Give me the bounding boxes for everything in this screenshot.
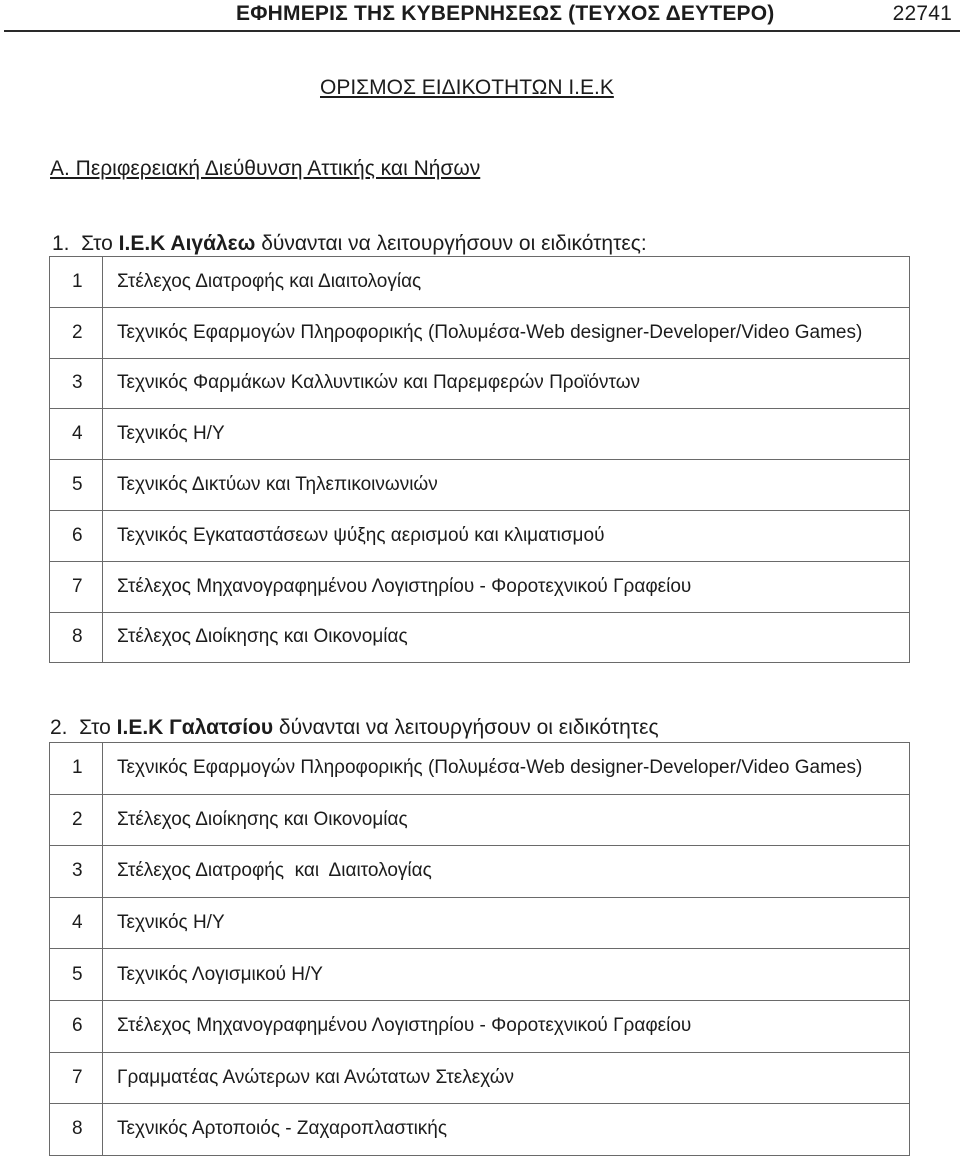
- row-number: 3: [50, 358, 103, 409]
- section-heading-aigaleo: [52, 232, 647, 256]
- row-number: 1: [50, 257, 103, 308]
- row-number: 2: [50, 794, 103, 846]
- table-row: [50, 1000, 910, 1052]
- specialty-name: Στέλεχος Μηχανογραφημένου Λογιστηρίου - Φοροτεχνικού Γραφείου: [103, 1000, 910, 1052]
- row-number: 3: [50, 846, 103, 898]
- specialty-name: Τεχνικός Η/Υ: [103, 409, 910, 460]
- row-number: 4: [50, 409, 103, 460]
- table-row: [50, 794, 910, 846]
- table-row: [50, 1052, 910, 1104]
- section-heading-iek-name: Ι.Ε.Κ Γαλατσίου: [116, 716, 274, 739]
- table-row: [50, 409, 910, 460]
- row-number: 7: [50, 561, 103, 612]
- specialty-name: Στέλεχος Διοίκησης και Οικονομίας: [103, 612, 910, 663]
- section-heading-prefix: 2. Στο: [50, 716, 117, 739]
- table-row: [50, 561, 910, 612]
- table-row: [50, 257, 910, 308]
- specialty-name: Τεχνικός Λογισμικού Η/Υ: [103, 949, 910, 1001]
- row-number: 2: [50, 307, 103, 358]
- specialty-name: Γραμματέας Ανώτερων και Ανώτατων Στελεχών: [103, 1052, 910, 1104]
- row-number: 4: [50, 897, 103, 949]
- page-number: 22741: [892, 2, 952, 25]
- specialty-name: Στέλεχος Μηχανογραφημένου Λογιστηρίου - Φοροτεχνικού Γραφείου: [103, 561, 910, 612]
- row-number: 5: [50, 460, 103, 511]
- document-title: ΟΡΙΣΜΟΣ ΕΙΔΙΚΟΤΗΤΩΝ Ι.Ε.Κ: [320, 76, 614, 99]
- specialty-name: Στέλεχος Διοίκησης και Οικονομίας: [103, 794, 910, 846]
- section-heading-suffix: δύνανται να λειτουργήσουν οι ειδικότητες: [273, 716, 659, 739]
- table-row: [50, 897, 910, 949]
- row-number: 8: [50, 1104, 103, 1156]
- specialty-name: Τεχνικός Αρτοποιός - Ζαχαροπλαστικής: [103, 1104, 910, 1156]
- section-heading-suffix: δύνανται να λειτουργήσουν οι ειδικότητες:: [255, 232, 647, 255]
- region-heading: Α. Περιφερειακή Διεύθυνση Αττικής και Νήσων: [50, 157, 481, 180]
- specialty-name: Τεχνικός Εφαρμογών Πληροφορικής (Πολυμέσα-Web designer-Developer/Video Games): [103, 743, 910, 795]
- table-row: [50, 510, 910, 561]
- section-heading-iek-name: Ι.Ε.Κ Αιγάλεω: [118, 232, 256, 255]
- row-number: 6: [50, 510, 103, 561]
- specialties-table-aigaleo: [49, 256, 910, 663]
- table-row: [50, 358, 910, 409]
- specialty-name: Τεχνικός Εγκαταστάσεων ψύξης αερισμού και κλιματισμού: [103, 510, 910, 561]
- section-heading-galatsi: [50, 716, 659, 740]
- table-row: [50, 846, 910, 898]
- specialty-name: Τεχνικός Η/Υ: [103, 897, 910, 949]
- section-heading-prefix: 1. Στο: [52, 232, 119, 255]
- gazette-header-title: ΕΦΗΜΕΡΙΣ ΤΗΣ ΚΥΒΕΡΝΗΣΕΩΣ (ΤΕΥΧΟΣ ΔΕΥΤΕΡΟ): [236, 2, 775, 25]
- row-number: 7: [50, 1052, 103, 1104]
- specialty-name: Στέλεχος Διατροφής και Διαιτολογίας: [103, 257, 910, 308]
- table-row: [50, 743, 910, 795]
- table-row: [50, 612, 910, 663]
- row-number: 6: [50, 1000, 103, 1052]
- table-row: [50, 1104, 910, 1156]
- header-divider: [4, 30, 960, 32]
- specialty-name: Τεχνικός Δικτύων και Τηλεπικοινωνιών: [103, 460, 910, 511]
- row-number: 5: [50, 949, 103, 1001]
- row-number: 1: [50, 743, 103, 795]
- row-number: 8: [50, 612, 103, 663]
- table-row: [50, 460, 910, 511]
- table-row: [50, 307, 910, 358]
- specialty-name: Τεχνικός Φαρμάκων Καλλυντικών και Παρεμφερών Προϊόντων: [103, 358, 910, 409]
- specialty-name: Τεχνικός Εφαρμογών Πληροφορικής (Πολυμέσα-Web designer-Developer/Video Games): [103, 307, 910, 358]
- table-row: [50, 949, 910, 1001]
- specialty-name: Στέλεχος Διατροφής και Διαιτολογίας: [103, 846, 910, 898]
- specialties-table-galatsi: [49, 742, 910, 1156]
